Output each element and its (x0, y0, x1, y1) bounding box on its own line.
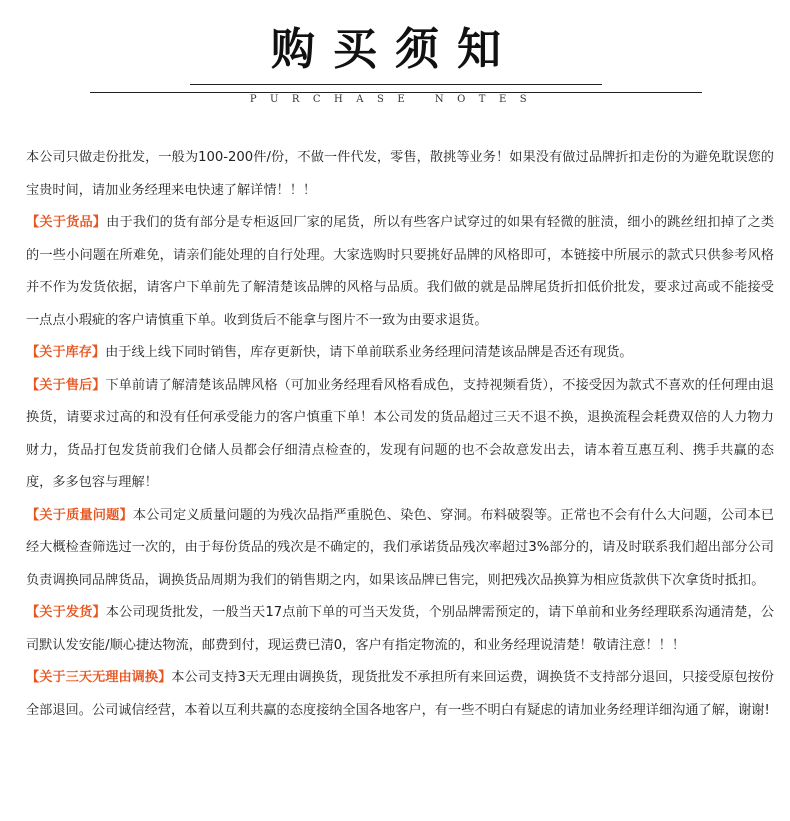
quality-paragraph (26, 500, 774, 598)
quality-text: 本公司定义质量问题的为残次品指严重脱色、染色、穿洞。布料破裂等。正常也不会有什么大问题，公司本已经大概检查筛选过一次的，由于每份货品的残次是不确定的，我们承诺货品残次率超过3%部分的，请及时联系我们超出部分公司负责调换同品牌货品，调换货品周期为我们的销售期之内，如果该品牌已售完，则把残次品换算为相应货款供下次拿货时抵扣。 (26, 507, 775, 588)
shipping-text: 本公司现货批发，一般当天17点前下单的可当天发货，个别品牌需预定的，请下单前和业务经理联系沟通清楚，公司默认发安能/顺心捷达物流，邮费到付，现运费已清0，客户有指定物流的，和业务经理说清楚！敬请注意！！！ (26, 605, 775, 653)
returns-paragraph (26, 662, 774, 727)
aftersale-label: 【关于售后】 (26, 377, 106, 393)
goods-paragraph (26, 207, 774, 337)
stock-text: 由于线上线下同时销售，库存更新快，请下单前联系业务经理问清楚该品牌是否还有现货。 (105, 345, 633, 360)
shipping-paragraph (26, 597, 774, 662)
title-divider-top (190, 84, 602, 85)
intro-paragraph (26, 142, 774, 207)
goods-label: 【关于货品】 (26, 215, 107, 230)
returns-text: 本公司支持3天无理由调换货，现货批发不承担所有来回运费，调换货不支持部分退回，只接受原包按份全部退回。公司诚信经营，本着以互利共赢的态度接纳全国各地客户，有一些不明白有疑虑的请加业务经理详细沟通了解，谢谢! (26, 670, 774, 718)
page-subtitle: PURCHASE NOTES (249, 94, 541, 105)
intro-text: 本公司只做走份批发，一般为100-200件/份，不做一件代发，零售，散挑等业务！如果没有做过品牌折扣走份的为避免耽误您的宝贵时间，请加业务经理来电快速了解详情！！！ (26, 150, 774, 198)
aftersale-paragraph (26, 370, 774, 500)
notes-body (26, 142, 774, 727)
stock-label: 【关于库存】 (26, 345, 106, 360)
quality-label: 【关于质量问题】 (26, 507, 133, 523)
page-title: 购买须知 (271, 24, 519, 75)
stock-paragraph (26, 337, 774, 370)
goods-text: 由于我们的货有部分是专柜返回厂家的尾货，所以有些客户试穿过的如果有轻微的脏渍，细小的跳丝纽扣掉了之类的一些小问题在所难免，请亲们能处理的自行处理。大家选购时只要挑好品牌的风格即可，本链接中所展示的款式只供参考风格并不作为发货依据，请客户下单前先了解清楚该品牌的风格与品质。我们做的就是品牌尾货折扣低价批发，要求过高或不能接受一点点小瑕疵的客户请慎重下单。收到货后不能拿与图片不一致为由要求退货。 (26, 215, 775, 328)
shipping-label: 【关于发货】 (26, 605, 106, 620)
aftersale-text: 下单前请了解清楚该品牌风格（可加业务经理看风格看成色，支持视频看货），不接受因为款式不喜欢的任何理由退换货，请要求过高的和没有任何承受能力的客户慎重下单！本公司发的货品超过三天不退不换，退换流程会耗费双倍的人力物力财力，货品打包发货前我们仓储人员都会仔细清点检查的，发现有问题的也不会故意发出去，请本着互惠互利、携手共赢的态度，多多包容与理解！ (26, 377, 774, 490)
returns-label: 【关于三天无理由调换】 (26, 670, 172, 685)
